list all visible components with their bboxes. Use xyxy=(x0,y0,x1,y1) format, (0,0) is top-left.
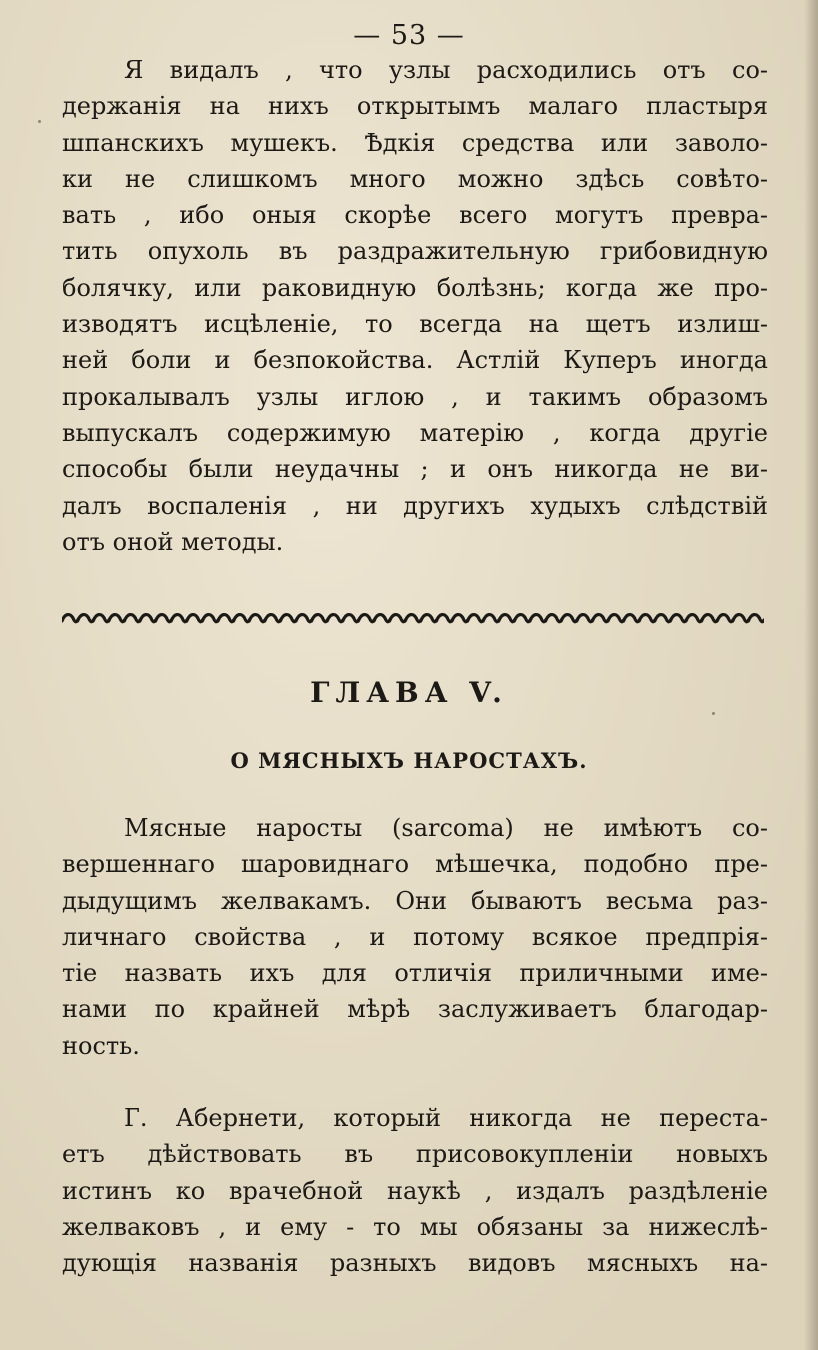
text-line: далъ воспаленія , ни другихъ худыхъ слѣдствій xyxy=(62,491,768,520)
paragraph-1 xyxy=(62,52,768,560)
text-line: Я видалъ , что узлы расходились отъ со- xyxy=(124,56,768,84)
decorative-rule xyxy=(62,605,764,633)
ornament-wave xyxy=(468,615,484,622)
text-line: истинъ ко врачебной наукѣ , издалъ раздѣленіе xyxy=(62,1176,768,1205)
text-line: прокалывалъ узлы иглою , и такимъ образомъ xyxy=(62,382,768,411)
ornament-wave xyxy=(405,615,421,622)
ornament-wave xyxy=(639,615,655,622)
ornament-wave xyxy=(249,615,265,622)
ornament-wave xyxy=(358,615,374,622)
ornament-wave xyxy=(733,615,749,622)
ornament-wave xyxy=(327,615,343,622)
ornament-wave xyxy=(514,615,530,622)
ornament-wave xyxy=(436,615,452,622)
paragraph-2 xyxy=(62,810,768,1064)
text-line: шпанскихъ мушекъ. Ѣдкія средства или заволо- xyxy=(62,128,768,157)
ornament-wave xyxy=(202,615,218,622)
text-line: вать , ибо оныя скорѣе всего могутъ превра- xyxy=(62,201,768,230)
ornament-wave xyxy=(686,615,702,622)
ornament-wave xyxy=(62,615,78,622)
text-line: Г. Абернети, который никогда не переста- xyxy=(124,1104,768,1132)
paragraph-3 xyxy=(62,1100,768,1281)
ornament-wave xyxy=(156,615,172,622)
ornament-wave xyxy=(280,615,296,622)
ornament-wave xyxy=(374,615,390,622)
ornament-wave xyxy=(234,615,250,622)
ornament-wave xyxy=(312,615,328,622)
ornament-wave xyxy=(124,615,140,622)
ornament-wave xyxy=(561,615,577,622)
ornament-wave xyxy=(140,615,156,622)
ornament-wave xyxy=(702,615,718,622)
text-line: ней боли и безпокойства. Астлій Куперъ иногда xyxy=(62,346,768,375)
chapter-title: ГЛАВА V. xyxy=(310,676,508,709)
ornament-wave xyxy=(608,615,624,622)
ornament-wave xyxy=(343,615,359,622)
ornament-wave xyxy=(93,615,109,622)
text-line: изводятъ исцѣленіе, то всегда на щетъ излиш- xyxy=(62,310,768,339)
paper-speck xyxy=(66,1040,69,1043)
ornament-wave xyxy=(530,615,546,622)
ornament-wave xyxy=(265,615,281,622)
ornament-wave xyxy=(717,615,733,622)
text-line: болячку, или раковидную болѣзнь; когда же про- xyxy=(62,273,768,302)
paper-speck xyxy=(38,120,41,123)
text-line: отъ оной методы. xyxy=(62,527,284,556)
text-line: тить опухоль въ раздражительную грибовидную xyxy=(62,237,768,266)
ornament-wave xyxy=(171,615,187,622)
text-line: личнаго свойства , и потому всякое предпрія- xyxy=(62,922,768,951)
text-line: ки не слишкомъ много можно здѣсь совѣтo- xyxy=(62,164,768,193)
text-line: выпускалъ содержимую матерію , когда другіе xyxy=(62,418,768,447)
ornament-wave xyxy=(452,615,468,622)
text-line: ность. xyxy=(62,1031,140,1060)
ornament-wave xyxy=(577,615,593,622)
binding-shadow xyxy=(804,0,818,1350)
text-line: нами по крайней мѣрѣ заслуживаетъ благодар- xyxy=(62,995,768,1024)
text-line: вершеннаго шаровиднаго мѣшечка, подобно пре- xyxy=(62,850,768,879)
page-number: — 53 — xyxy=(353,20,465,51)
ornament-wave xyxy=(483,615,499,622)
ornament-wave xyxy=(592,615,608,622)
ornament-wave xyxy=(218,615,234,622)
text-line: етъ дѣйствовать въ присовокупленіи новыхъ xyxy=(62,1140,768,1169)
text-line: способы были неудачны ; и онъ никогда не ви- xyxy=(62,455,768,484)
ornament-wave xyxy=(421,615,437,622)
text-line: дующія названія разныхъ видовъ мясныхъ на- xyxy=(62,1249,768,1278)
ornament-wave xyxy=(655,615,671,622)
ornament-wave xyxy=(670,615,686,622)
ornament-wave xyxy=(109,615,125,622)
section-title: О МЯСНЫХЪ НАРОСТАХЪ. xyxy=(230,748,588,773)
ornament-wave xyxy=(546,615,562,622)
paper-speck xyxy=(712,712,715,715)
text-line: дыдущимъ желвакамъ. Они бываютъ весьма раз- xyxy=(62,886,768,915)
text-line: Мясные наросты (sarcoma) не имѣютъ со- xyxy=(124,814,768,842)
ornament-wave xyxy=(624,615,640,622)
text-line: желваковъ , и ему - то мы обязаны за нижеслѣ- xyxy=(62,1212,768,1241)
text-line: тіе назвать ихъ для отличія приличными име- xyxy=(62,959,768,988)
ornament-wave xyxy=(78,615,94,622)
ornament-wave xyxy=(390,615,406,622)
ornament-wave xyxy=(187,615,203,622)
ornament-wave xyxy=(748,615,764,622)
ornament-wave xyxy=(499,615,515,622)
text-line: держанія на нихъ открытымъ малаго пластыря xyxy=(62,92,768,121)
ornament-wave xyxy=(296,615,312,622)
